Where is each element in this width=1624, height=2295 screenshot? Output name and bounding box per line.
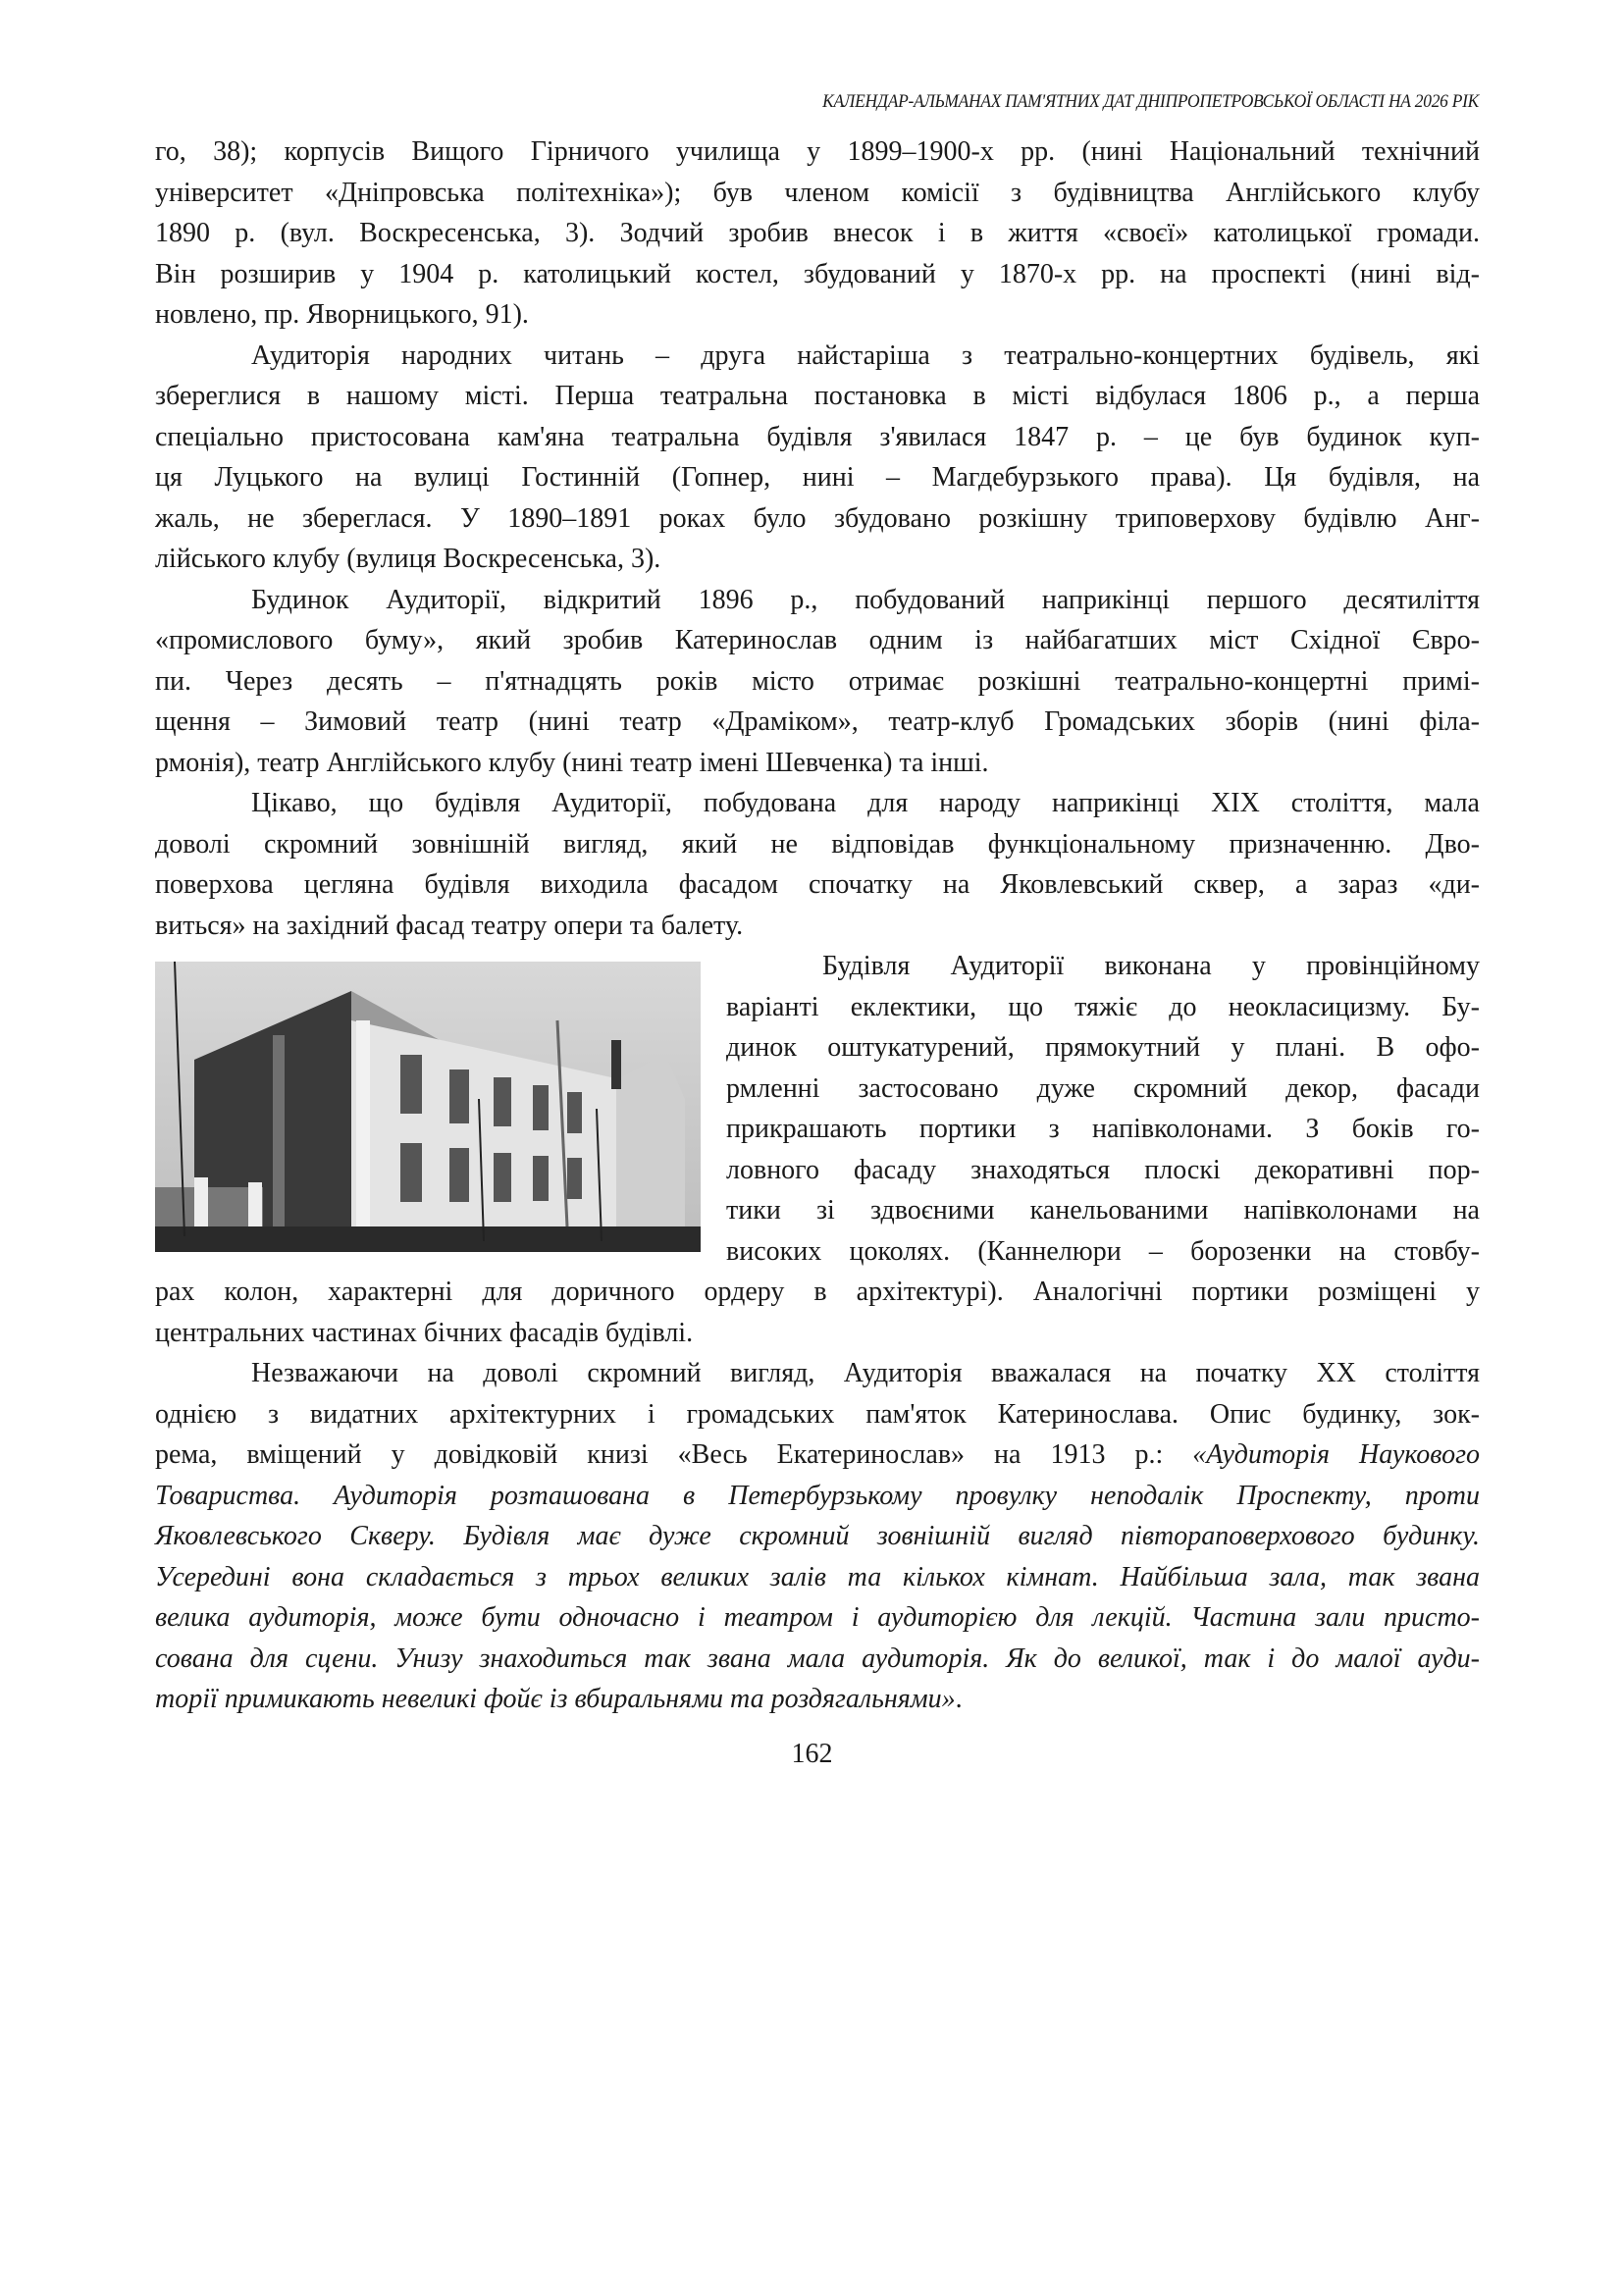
paragraph-1 [155, 131, 1480, 336]
quote-line: Товариства. Аудиторія розташована в Петербурзькому провулку неподалік Проспекту, проти [155, 1480, 1480, 1511]
text-line: високих цоколях. (Каннелюри – борозенки на стовбу- [726, 1235, 1480, 1267]
text-line: виться» на західний фасад театру опери та балету. [155, 910, 744, 941]
text-line: доволі скромний зовнішній вигляд, який не відповідав функціональному призначенню. Дво- [155, 828, 1480, 860]
text-line: лійського клубу (вулиця Воскресенська, 3). [155, 544, 661, 574]
text-line: рмонія), театр Англійського клубу (нині театр імені Шевченка) та інші. [155, 747, 989, 778]
text-line: ловного фасаду знаходяться плоскі декоративні пор- [726, 1154, 1480, 1185]
text-line: тики зі здвоєними канельованими напівколонами на [726, 1195, 1480, 1226]
text-line: «промислового буму», який зробив Катеринослав одним із найбагатших міст Східної Євро- [155, 625, 1480, 655]
body-text [155, 131, 1480, 1720]
text-line: го, 38); корпусів Вищого Гірничого училища у 1899–1900-х рр. (нині Національний технічний [155, 136, 1480, 167]
text-line: ця Луцького на вулиці Гостинній (Гопнер, нині – Магдебурзького права). Ця будівля, на [155, 462, 1480, 493]
text-line: пи. Через десять – п'ятнадцять років місто отримає розкішні театрально-концертні примі- [155, 665, 1480, 697]
quote-line: велика аудиторія, може бути одночасно і театром і аудиторією для лекцій. Частина зали присто- [155, 1602, 1480, 1633]
quote-line: Яковлевського Скверу. Будівля має дуже скромний зовнішній вигляд півтораповерхового будинку. [155, 1521, 1480, 1551]
text-line: Незважаючи на доволі скромний вигляд, Аудиторія вважалася на початку XX століття [251, 1358, 1480, 1388]
text-line: однією з видатних архітектурних і громадських пам'яток Катеринослава. Опис будинку, зок- [155, 1398, 1480, 1430]
text-line [155, 1679, 1480, 1720]
text-line: Будівля Аудиторії виконана у провінційному [822, 951, 1480, 981]
paragraph-6 [155, 1353, 1480, 1720]
text-line: динок оштукатурений, прямокутний у плані. В офо- [726, 1032, 1480, 1063]
text-plain: . [955, 1684, 963, 1714]
text-line: 1890 р. (вул. Воскресенська, 3). Зодчий зробив внесок і в життя «своєї» католицької громади. [155, 218, 1480, 248]
page-number: 162 [791, 1739, 833, 1769]
quote-line: сована для сцени. Унизу знаходиться так звана мала аудиторія. Як до великої, так і до малої ауди- [155, 1643, 1480, 1674]
text-line [155, 1434, 1480, 1476]
running-header: КАЛЕНДАР-АЛЬМАНАХ ПАМ'ЯТНИХ ДАТ ДНІПРОПЕТРОВСЬКОЇ ОБЛАСТІ НА 2026 РІК [822, 91, 1479, 112]
text-line: поверхова цегляна будівля виходила фасадом спочатку на Яковлевський сквер, а зараз «ди- [155, 869, 1480, 900]
text-line: жаль, не збереглася. У 1890–1891 роках було збудовано розкішну триповерхову будівлю Анг- [155, 502, 1480, 534]
quote-line: Усередині вона складається з трьох великих залів та кількох кімнат. Найбільша зала, так звана [155, 1561, 1480, 1592]
text-line: прикрашають портики з напівколонами. З боків го- [726, 1114, 1480, 1144]
quote-text: торії примикають невеликі фойє із вбиральнями та роздягальнями» [155, 1684, 956, 1714]
quote-text: «Аудиторія Наукового [1192, 1439, 1480, 1470]
text-line: новлено, пр. Яворницького, 91). [155, 299, 529, 330]
paragraph-4 [155, 783, 1480, 946]
text-plain: рема, вміщений у довідковій книзі «Весь Екатеринослав» на 1913 р.: [155, 1439, 1193, 1470]
text-line: Він розширив у 1904 р. католицький костел, збудований у 1870-х рр. на проспекті (нині від- [155, 258, 1480, 289]
text-line: Аудиторія народних читань – друга найстаріша з театрально-концертних будівель, які [251, 339, 1480, 371]
paragraph-3 [155, 580, 1480, 784]
text-line: збереглися в нашому місті. Перша театральна постановка в місті відбулася 1806 р., а перша [155, 381, 1480, 411]
text-line: рмленні застосовано дуже скромний декор, фасади [726, 1072, 1480, 1104]
paragraph-5 [155, 946, 1480, 1353]
text-line: щення – Зимовий театр (нині театр «Драміком», театр-клуб Громадських зборів (нині філа- [155, 706, 1480, 737]
text-line: спеціально пристосована кам'яна театральна будівля з'явилася 1847 р. – це був будинок куп- [155, 421, 1480, 452]
text-line: варіанті еклектики, що тяжіє до неокласицизму. Бу- [726, 991, 1480, 1022]
paragraph-2 [155, 336, 1480, 580]
text-line: Будинок Аудиторії, відкритий 1896 р., побудований наприкінці першого десятиліття [251, 584, 1480, 615]
text-line: центральних частинах бічних фасадів будівлі. [155, 1317, 694, 1348]
text-line: рах колон, характерні для доричного ордеру в архітектурі). Аналогічні портики розміщені у [155, 1277, 1480, 1307]
text-line: Цікаво, що будівля Аудиторії, побудована для народу наприкінці XIX століття, мала [251, 788, 1480, 818]
text-line: університет «Дніпровська політехніка»); був членом комісії з будівництва Англійського клубу [155, 177, 1480, 208]
